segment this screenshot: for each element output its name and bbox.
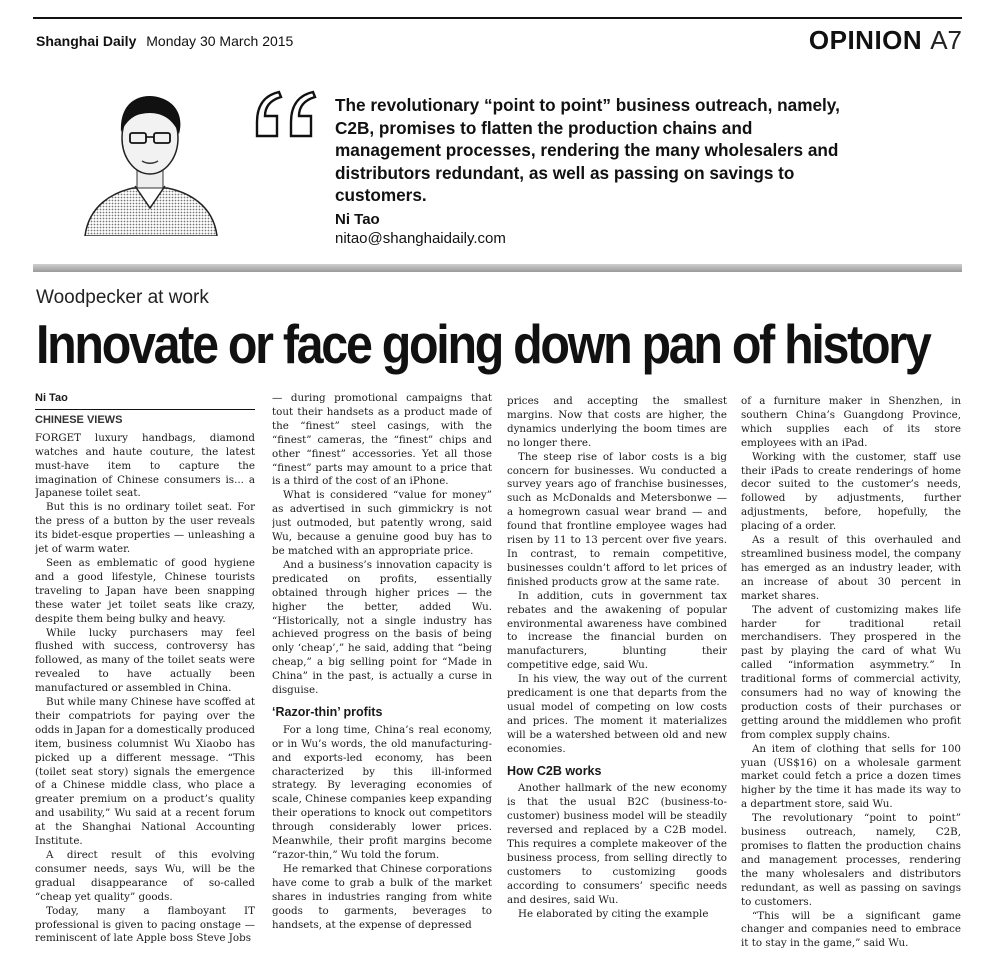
article-column-3 (507, 395, 727, 963)
quote-mark-icon (255, 88, 317, 140)
byline-name: Ni Tao (335, 211, 380, 228)
article-column-2 (272, 392, 492, 960)
paragraph: While lucky purchasers may feel flushed with success, controversy has followed, as many of the toilet seats were revealed to have actually been manufactured or assembled in China. (35, 626, 255, 695)
paragraph: An item of clothing that sells for 100 yuan (US$16) on a wholesale garment market could fetch a price a dozen times higher by the time it has made its way to a department store, said Wu. (741, 742, 961, 811)
paragraph: The steep rise of labor costs is a big concern for businesses. Wu conducted a survey years ago of franchise businesses, such as McDonalds and Metersbonwe — a homegrown casual wear brand — and found that frontline employee wages had risen by 11 to 13 percent over five years. In contrast, to remain competitive, businesses couldn’t afford to let prices of finished products grow at the same rate. (507, 450, 727, 588)
section-divider (33, 264, 962, 272)
paragraph: Today, many a flamboyant IT professional is given to pacing onstage — reminiscent of late Apple boss Steve Jobs (35, 904, 255, 945)
paragraph: What is considered “value for money” as advertised in such gimmickry is not just outmoded, but patently wrong, said Wu, because a genuine good buy has to be matched with an appropriate price. (272, 489, 492, 557)
paragraph: For a long time, China’s real economy, or in Wu’s words, the old manufacturing- and exports-led economy, has been characterized by this ill-informed strategy. By leveraging economies of scale, Chinese companies keep expanding their operations to knock out competitors through considerably lower prices. Meanwhile, their profit margins become “razor-thin,” Wu told the forum. (272, 723, 492, 861)
headline: Innovate or face going down pan of history (36, 313, 930, 375)
top-rule (33, 17, 962, 19)
issue-date: Monday 30 March 2015 (146, 33, 294, 49)
paragraph: He elaborated by citing the example (518, 907, 709, 920)
paragraph: The revolutionary “point to point” business outreach, namely, C2B, promises to flatten the production chains and management processes, rendering the many wholesalers and distributors redundant, as well as passing on savings to customers. (741, 812, 961, 908)
paragraph: In addition, cuts in government tax rebates and the awakening of popular environmental awareness have combined to increase the financial burden on manufacturers, blunting their competitive edge, said Wu. (507, 589, 727, 672)
paragraph: He remarked that Chinese corporations have come to grab a bulk of the market shares in industries ranging from white goods to garments, beverages to handsets, at the expense of depressed (272, 862, 492, 931)
article-author: Ni Tao (35, 392, 255, 410)
section-name: OPINION (808, 25, 923, 55)
paragraph: — during promotional campaigns that tout their handsets as a product made of the “finest” steel casings, with the “finest” cameras, the “finest” chips and other “finest” accessories. Yet all those “finest” parts may amount to a price that is a third of the cost of an iPhone. (272, 392, 492, 488)
article-column-1 (35, 392, 255, 960)
paragraph: Seen as emblematic of good hygiene and a good lifestyle, Chinese tourists traveling to Japan have been snapping these water jet toilet seats like crazy, despite them being bulky and heavy. (35, 556, 255, 625)
paragraph: Working with the customer, staff use their iPads to create renderings of home decor suited to the customer’s needs, followed by adjustments, further adjustments, before, hopefully, the placing of a order. (741, 450, 961, 533)
paragraph: As a result of this overhauled and streamlined business model, the company has emerged as an industry leader, with an increase of about 30 percent in market shares. (741, 534, 961, 602)
paragraph: And a business’s innovation capacity is predicated on profits, essentially obtained through higher prices — the higher the better, added Wu. “Historically, not a single industry has achieved progress on the basis of being only ‘cheap’,” he said, adding that “being cheap,” a big selling point for “Made in China” in the past, is actually a curse in disguise. (272, 558, 492, 697)
paragraph: The advent of customizing makes life harder for traditional retail merchandisers. They prospered in the past by playing the card of what Wu called “information asymmetry.” In traditional forms of commercial activity, consumers had no way of knowing the production costs of their purchases or getting around the middlemen who profit from complex supply chains. (741, 603, 961, 741)
page-number: A7 (930, 25, 962, 55)
paper-name: Shanghai Daily (36, 33, 137, 49)
paragraph: of a furniture maker in Shenzhen, in southern China’s Guangdong Province, which supplies each of its store employees with an iPad. (741, 395, 961, 449)
paragraph: prices and accepting the smallest margins. Now that costs are higher, the dynamics underlying the boom times are no longer there. (507, 395, 727, 449)
subheading: How C2B works (507, 763, 602, 778)
subheading: ‘Razor-thin’ profits (272, 704, 383, 719)
paragraph: Another hallmark of the new economy is that the usual B2C (business-to-customer) business model will be steadily reversed and replaced by a C2B model. This requires a complete makeover of the business process, from selling directly to customers to customizing goods according to consumers’ specific needs and desires, said Wu. (507, 782, 727, 906)
paragraph: “This will be a significant game changer and companies need to embrace it to stay in the game,” said Wu. (741, 909, 961, 950)
paragraph: In his view, the way out of the current predicament is one that departs from the usual model of competing on low costs and prices. The moment it materializes will be a watershed between old and new economies. (507, 673, 727, 755)
article-kicker: CHINESE VIEWS (35, 413, 123, 426)
pull-quote: The revolutionary “point to point” business outreach, namely, C2B, promises to flatten the production chains and management processes, rendering the many wholesalers and distributors redundant, as well as passing on savings to customers. (335, 95, 840, 205)
paragraph: But this is no ordinary toilet seat. For the press of a button by the user reveals its bidet-esque properties — unleashing a jet of warm water. (35, 501, 255, 556)
masthead (36, 33, 293, 49)
paragraph: FORGET luxury handbags, diamond watches and haute couture, the latest must-have item to capture the imagination of Chinese consumers is... a Japanese toilet seat. (35, 431, 255, 500)
column-name: Woodpecker at work (36, 287, 209, 308)
article-column-4 (741, 395, 961, 963)
byline-email: nitao@shanghaidaily.com (335, 230, 506, 247)
section-tag (809, 25, 962, 56)
paragraph: A direct result of this evolving consumer needs, says Wu, will be the gradual disappearance of so-called “cheap yet quality” goods. (35, 849, 255, 903)
paragraph: But while many Chinese have scoffed at their compatriots for paying over the odds in Japan for a domestically produced item, business columnist Wu Xiaobo has picked up a different message. “This (toilet seat story) signals the emergence of a Chinese middle class, who place a greater premium on a product’s quality and usability,” Wu said at a recent forum at the Shanghai National Accounting Institute. (35, 696, 255, 848)
columnist-portrait (75, 76, 225, 236)
